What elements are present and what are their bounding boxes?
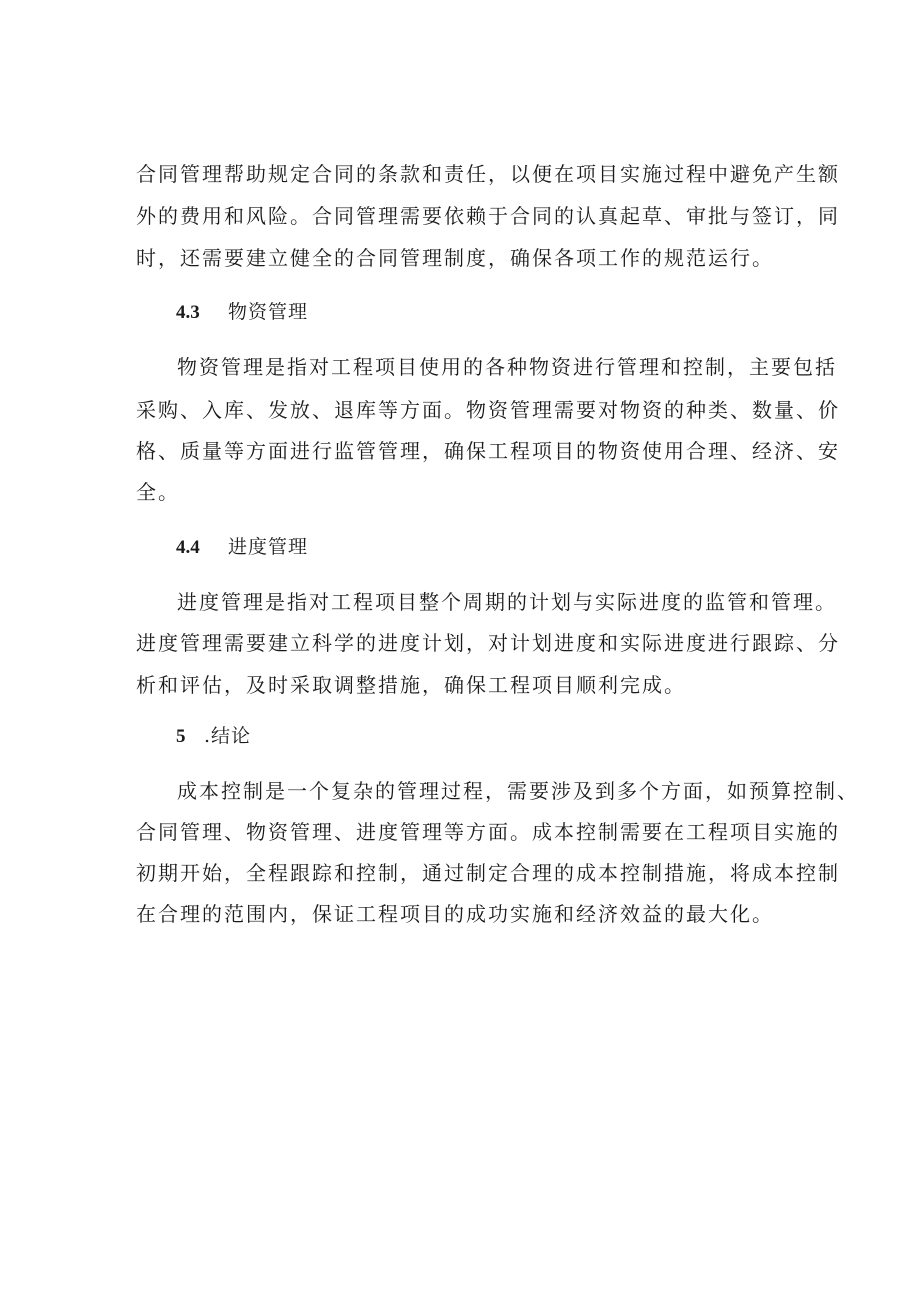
section-number: 5 bbox=[176, 726, 186, 747]
paragraph-line: 合同管理、物资管理、进度管理等方面。成本控制需要在工程项目实施的 bbox=[136, 820, 840, 844]
paragraph-line: 外的费用和风险。合同管理需要依赖于合同的认真起草、审批与签订，同 bbox=[136, 204, 840, 228]
section-number: 4.4 bbox=[176, 537, 200, 558]
paragraph-line: 析和评估，及时采取调整措施，确保工程项目顺利完成。 bbox=[136, 673, 686, 697]
paragraph-line: 进度管理需要建立科学的进度计划，对计划进度和实际进度进行跟踪、分 bbox=[136, 631, 840, 655]
paragraph-line: 初期开始，全程跟踪和控制，通过制定合理的成本控制措施，将成本控制 bbox=[136, 861, 840, 885]
section-title: .结论 bbox=[204, 725, 252, 747]
section-title: 物资管理 bbox=[228, 301, 309, 323]
section-heading-4-3 bbox=[176, 302, 308, 323]
paragraph-line: 格、质量等方面进行监管管理，确保工程项目的物资使用合理、经济、安 bbox=[136, 439, 840, 463]
paragraph-line: 全。 bbox=[136, 480, 180, 504]
paragraph-line: 时，还需要建立健全的合同管理制度，确保各项工作的规范运行。 bbox=[136, 246, 774, 270]
section-heading-5 bbox=[176, 726, 251, 747]
paragraph-line: 合同管理帮助规定合同的条款和责任，以便在项目实施过程中避免产生额 bbox=[136, 162, 840, 186]
paragraph-line: 成本控制是一个复杂的管理过程，需要涉及到多个方面，如预算控制、 bbox=[177, 779, 859, 803]
section-heading-4-4 bbox=[176, 537, 308, 558]
paragraph-line: 采购、入库、发放、退库等方面。物资管理需要对物资的种类、数量、价 bbox=[136, 398, 840, 422]
section-number: 4.3 bbox=[176, 302, 200, 323]
paragraph-line: 进度管理是指对工程项目整个周期的计划与实际进度的监管和管理。 bbox=[177, 590, 837, 614]
section-title: 进度管理 bbox=[228, 536, 309, 558]
paragraph-line: 在合理的范围内，保证工程项目的成功实施和经济效益的最大化。 bbox=[136, 902, 774, 926]
paragraph-line: 物资管理是指对工程项目使用的各种物资进行管理和控制，主要包括 bbox=[177, 355, 837, 379]
